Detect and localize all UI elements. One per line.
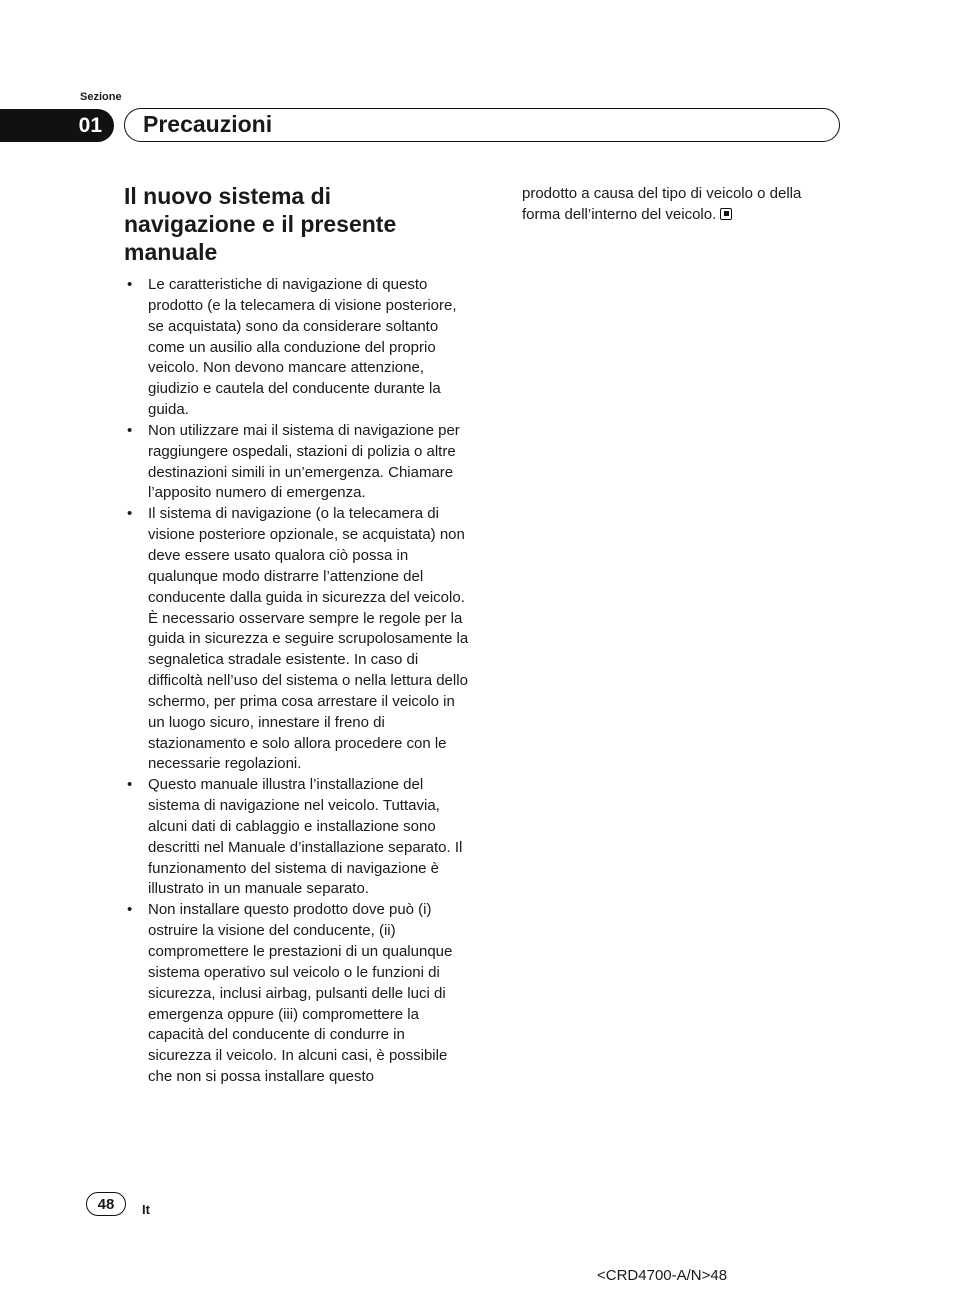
page-number: 48 [97,1195,115,1213]
list-item-text: Non utilizzare mai il sistema di navigazione per raggiungere ospedali, stazioni di polizia o altre destinazioni simili in un’emergenza. Chiamare l’apposito numero di emergenza. [148,421,460,502]
page-heading: Il nuovo sistema di navigazione e il presente manuale [124,183,397,265]
list-item-text: Il sistema di navigazione (o la telecamera di visione posteriore opzionale, se acquistata) non deve essere usato qualora ciò possa in qualunque modo distrarre l’attenzione del conducente dalla guida in sicurezza del veicolo. È necessario osservare sempre le regole per la guida in sicurezza e seguire scrupolosamente la segnaletica stradale esistente. In caso di difficoltà nell’uso del sistema o nella lettura dello schermo, per prima cosa arrestare il veicolo in un luogo sicuro, innestare il freno di stazionamento e solo allora procedere con le necessarie regolazioni. [148,505,469,773]
bullet-icon: • [127,776,133,794]
list-item-text: Questo manuale illustra l’installazione del sistema di navigazione nel veicolo. Tuttavia, alcuni dati di cablaggio e installazione sono descritti nel Manuale d’installazione separato. Il funzionamento del sistema di navigazione è illustrato in un manuale separato. [148,776,463,898]
list-item [124,275,469,421]
bullet-icon: • [127,901,133,919]
right-column [522,184,840,226]
end-of-section-icon [720,208,732,220]
list-item [124,775,469,900]
language-code: It [142,1202,150,1217]
list-item-text: Non installare questo prodotto dove può (i) ostruire la visione del conducente, (ii) compromettere le prestazioni di un qualunque sistema operativo sul veicolo o le funzioni di sicurezza, inclusi airbag, pulsanti delle luci di emergenza oppure (iii) compromettere la capacità del conducente di condurre in sicurezza il veicolo. In alcuni casi, è possibile che non si possa installare questo [148,901,453,1086]
document-code: <CRD4700-A/N>48 [597,1267,728,1284]
bullet-icon: • [127,505,133,523]
bullet-icon: • [127,276,133,293]
list-item [124,900,469,1088]
list-item [124,504,469,775]
list-item [124,421,469,504]
left-column [124,182,469,1088]
section-number-badge [0,109,114,142]
page-number-badge [86,1192,126,1216]
section-number: 01 [78,113,102,137]
list-item-text: Le caratteristiche di navigazione di questo prodotto (e la telecamera di visione posteriore, se acquistata) sono da considerare soltanto come un ausilio alla conduzione del proprio veicolo. Non devono mancare attenzione, giudizio e cautela del conducente durante la guida. [148,276,457,419]
bullet-list [124,275,469,1088]
sezione-label: Sezione [80,91,122,103]
section-title-bar [124,108,840,142]
bullet-icon: • [127,421,133,439]
continuation-text: prodotto a causa del tipo di veicolo o della forma dell’interno del veicolo. [522,185,802,223]
section-title: Precauzioni [143,111,273,137]
